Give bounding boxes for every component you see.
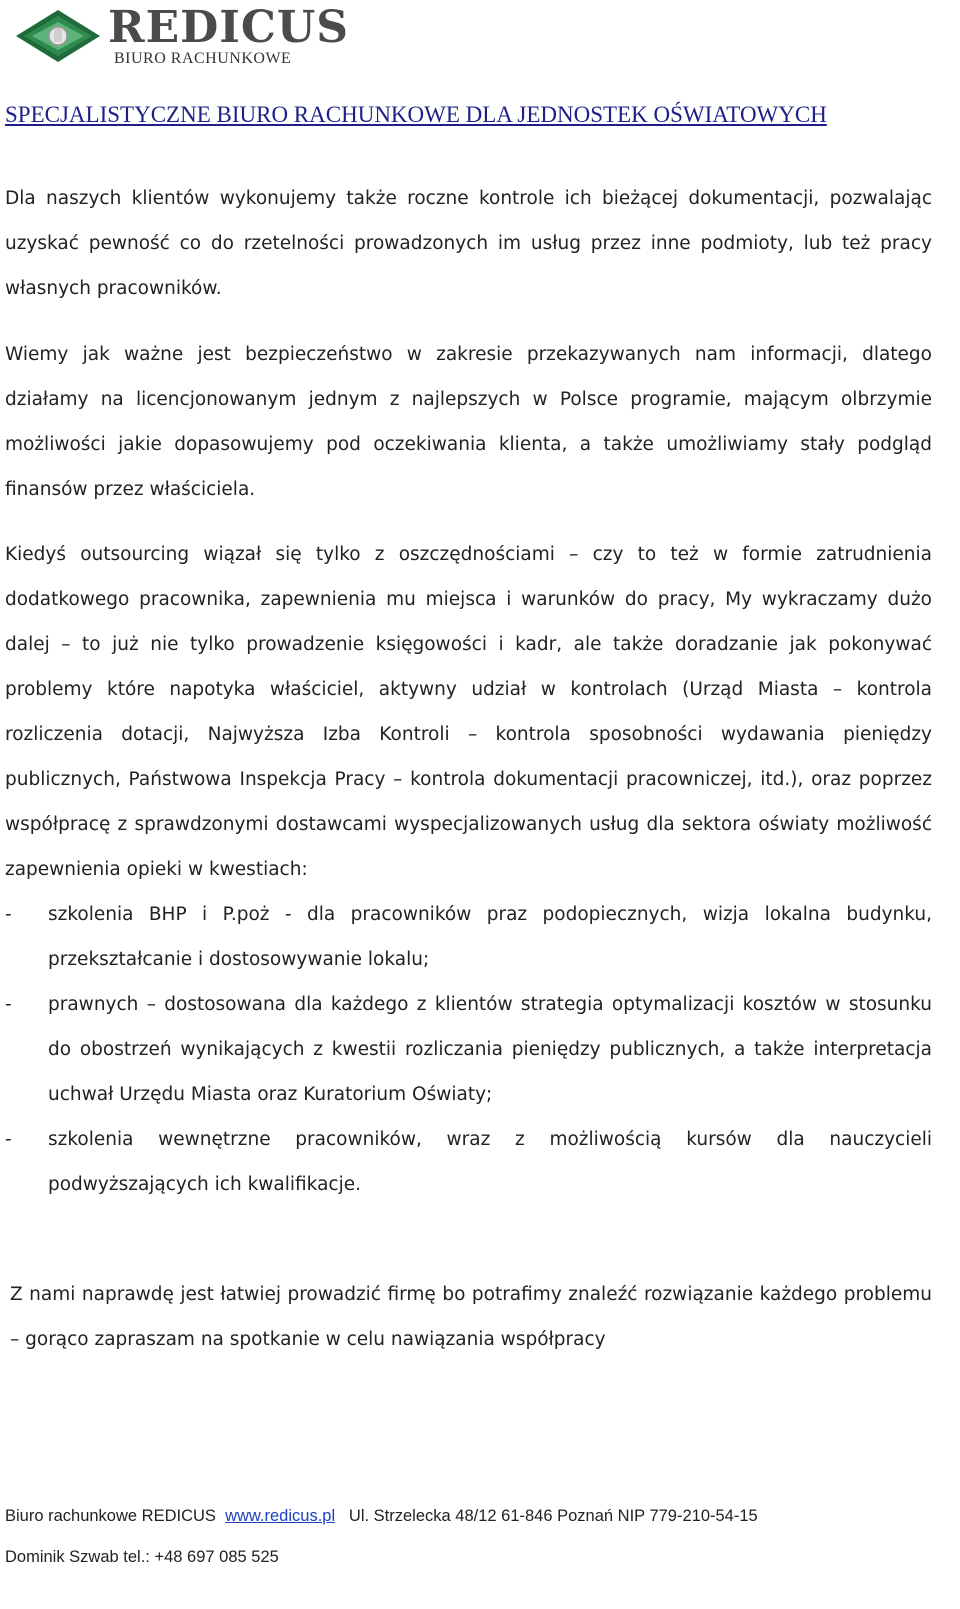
- footer-contact: Dominik Szwab tel.: +48 697 085 525: [5, 1548, 279, 1566]
- website-link[interactable]: www.redicus.pl: [225, 1507, 336, 1525]
- intro-paragraph: Dla naszych klientów wykonujemy także roczne kontrole ich bieżącej dokumentacji, pozwalając uzyskać pewność co do rzetelności prowadzonych im usług przez inne podmioty, lub też pracy własnych pracowników.: [5, 188, 932, 299]
- list-item: [5, 982, 932, 1117]
- outsourcing-paragraph: Kiedyś outsourcing wiązał się tylko z oszczędnościami – czy to też w formie zatrudnienia dodatkowego pracownika, zapewnienia mu miejsca i warunków do pracy, My wykraczamy dużo dalej – to już nie tylko prowadzenie księgowości i kadr, ale także doradzanie jak pokonywać problemy które napotyka właściciel, aktywny udział w kontrolach (Urząd Miasta – kontrola rozliczenia dotacji, Najwyższa Izba Kontroli – kontrola sposobności wydawania pieniędzy publicznych, Państwowa Inspekcja Pracy – kontrola dokumentacji pracowniczej, itd.), oraz poprzez współpracę z sprawdzonymi dostawcami wyspecjalizowanych usług dla sektora oświaty możliwość zapewnienia opieki w kwestiach:: [5, 544, 932, 880]
- bullet-dash-icon: ‑: [5, 1129, 12, 1150]
- footer-company: Biuro rachunkowe REDICUS: [5, 1507, 216, 1525]
- logo-emblem-icon: [10, 6, 106, 68]
- footer-address: Ul. Strzelecka 48/12 61-846 Poznań NIP 779-210-54-15: [348, 1507, 758, 1525]
- list-item-text: szkolenia BHP i P.poż - dla pracowników praz podopiecznych, wizja lokalna budynku, przekształcanie i dostosowywanie lokalu;: [48, 904, 932, 970]
- page-title: SPECJALISTYCZNE BIURO RACHUNKOWE DLA JEDNOSTEK OŚWIATOWYCH: [5, 102, 827, 127]
- security-paragraph: Wiemy jak ważne jest bezpieczeństwo w zakresie przekazywanych nam informacji, dlatego działamy na licencjonowanym jednym z najlepszych w Polsce programie, mającym olbrzymie możliwości jakie dopasowujemy pod oczekiwania klienta, a także umożliwiamy stały podgląd finansów przez właściciela.: [5, 344, 932, 500]
- list-item: [5, 1117, 932, 1207]
- bullet-dash-icon: ‑: [5, 994, 12, 1015]
- list-item-text: prawnych – dostosowana dla każdego z klientów strategia optymalizacji kosztów w stosunku do obostrzeń wynikających z kwestii rozliczania pieniędzy publicznych, a także interpretacja uchwał Urzędu Miasta oraz Kuratorium Oświaty;: [48, 994, 932, 1105]
- list-item-text: szkolenia wewnętrzne pracowników, wraz z możliwością kursów dla nauczycieli podwyższających ich kwalifikacje.: [48, 1129, 932, 1195]
- logo-subtitle: BIURO RACHUNKOWE: [114, 50, 292, 67]
- footer: [5, 1505, 955, 1527]
- list-item: [5, 892, 932, 982]
- company-logo: [10, 2, 390, 68]
- bullet-dash-icon: ‑: [5, 904, 12, 925]
- services-list: [5, 892, 932, 1207]
- closing-paragraph: Z nami naprawdę jest łatwiej prowadzić firmę bo potrafimy znaleźć rozwiązanie każdego problemu – gorąco zapraszam na spotkanie w celu nawiązania współpracy: [10, 1284, 932, 1350]
- logo-name: REDICUS: [108, 2, 350, 53]
